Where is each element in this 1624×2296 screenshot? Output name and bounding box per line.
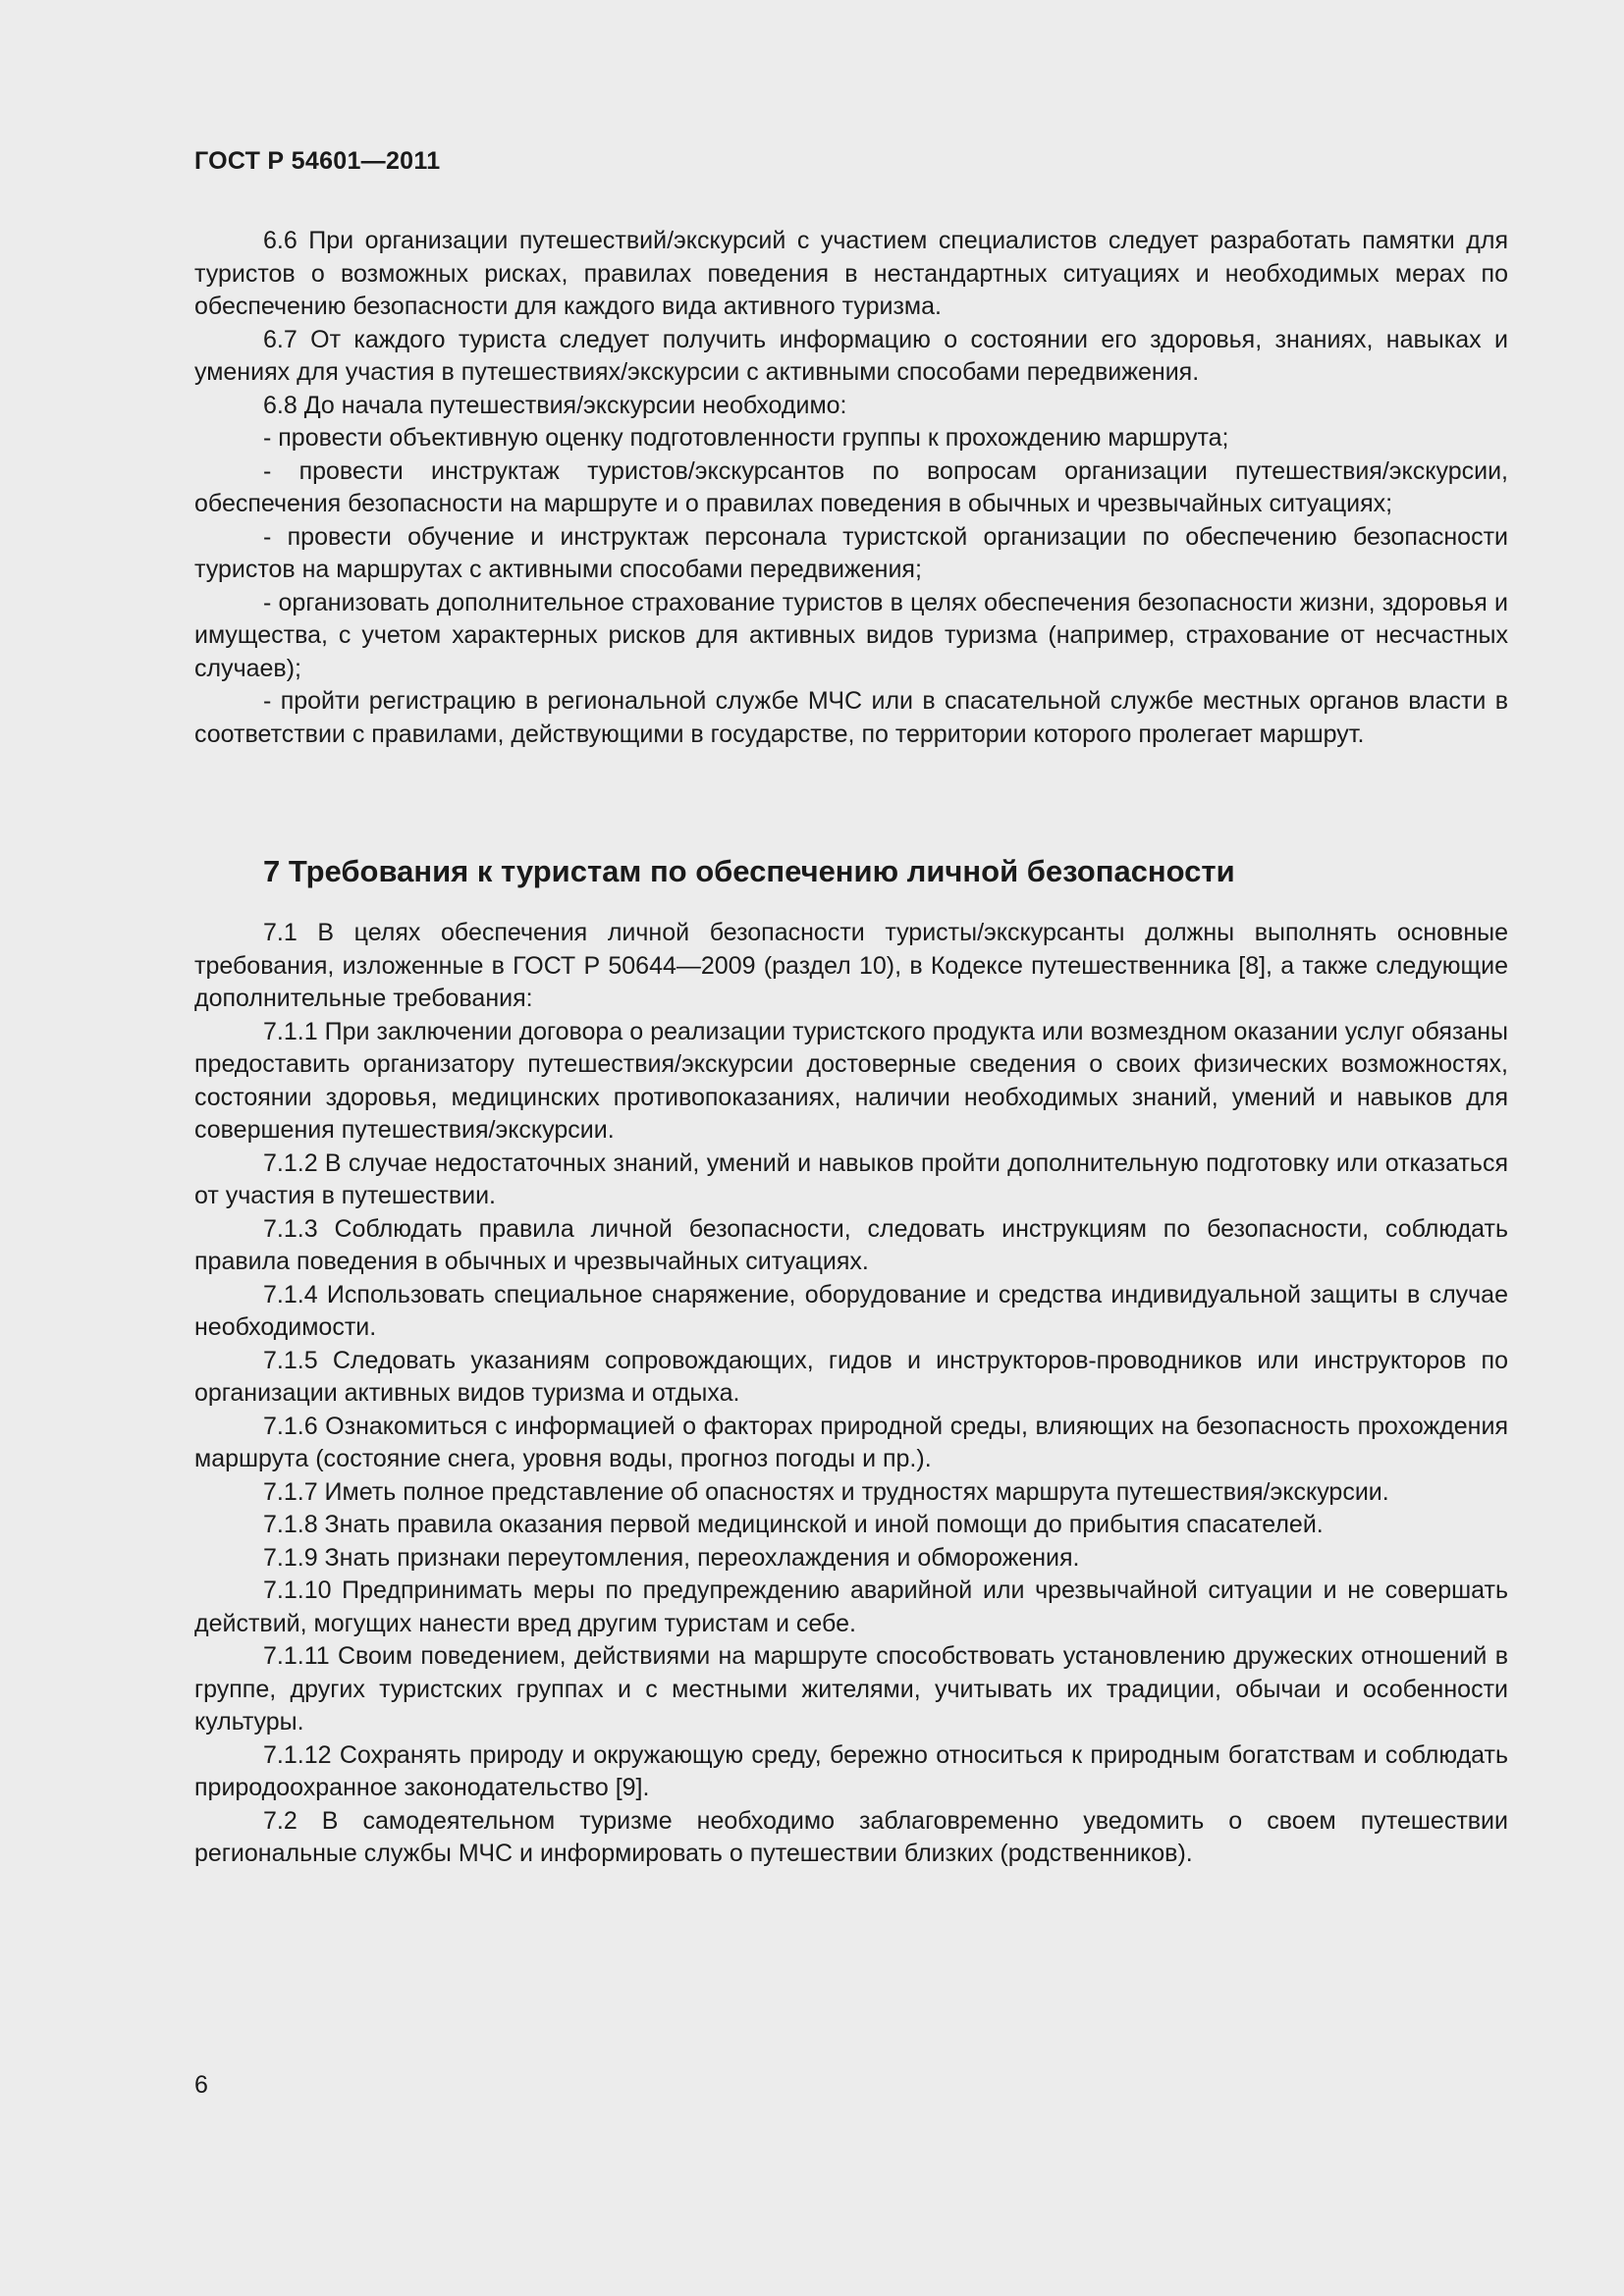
paragraph-7-1-3: 7.1.3 Соблюдать правила личной безопасности, следовать инструкциям по безопасности, соблюдать правила поведения в обычных и чрезвычайных ситуациях.	[194, 1214, 1508, 1275]
paragraph-7-1-4: 7.1.4 Использовать специальное снаряжение, оборудование и средства индивидуальной защиты в случае необходимости.	[194, 1280, 1508, 1341]
section-7-title: 7 Требования к туристам по обеспечению личной безопасности	[263, 854, 1235, 888]
document-header: ГОСТ Р 54601—2011	[194, 147, 441, 175]
paragraph-7-1-6: 7.1.6 Ознакомиться с информацией о факторах природной среды, влияющих на безопасность прохождения маршрута (состояние снега, уровня воды, прогноз погоды и пр.).	[194, 1412, 1508, 1472]
list-item-insurance: - организовать дополнительное страхование туристов в целях обеспечения безопасности жизни, здоровья и имущества, с учетом характерных рисков для активных видов туризма (например, страхование от несчастных случаев);	[194, 588, 1508, 682]
list-item-registration: - пройти регистрацию в региональной службе МЧС или в спасательной службе местных органов власти в соответствии с правилами, действующими в государстве, по территории которого пролегает маршрут.	[194, 687, 1508, 748]
paragraph-6-6: 6.6 При организации путешествий/экскурсий с участием специалистов следует разработать памятки для туристов о возможных рисках, правилах поведения в нестандартных ситуациях и необходимых мерах по обеспечению безопасности для каждого вида активного туризма.	[194, 227, 1508, 320]
section-7-body	[194, 917, 1508, 1871]
paragraph-7-1-12: 7.1.12 Сохранять природу и окружающую среду, бережно относиться к природным богатствам и соблюдать природоохранное законодательство [9].	[194, 1740, 1508, 1801]
paragraph-7-1-7: 7.1.7 Иметь полное представление об опасностях и трудностях маршрута путешествия/экскурсии.	[263, 1477, 1389, 1506]
paragraph-7-1-8: 7.1.8 Знать правила оказания первой медицинской и иной помощи до прибытия спасателей.	[263, 1511, 1324, 1538]
list-item-staff-training: - провести обучение и инструктаж персонала туристской организации по обеспечению безопасности туристов на маршрутах с активными способами передвижения;	[194, 522, 1508, 583]
paragraph-7-1-10: 7.1.10 Предпринимать меры по предупреждению аварийной или чрезвычайной ситуации и не совершать действий, могущих нанести вред другим туристам и себе.	[194, 1576, 1508, 1637]
paragraph-6-7: 6.7 От каждого туриста следует получить информацию о состоянии его здоровья, знаниях, навыках и умениях для участия в путешествиях/экскурсии с активными способами передвижения.	[194, 325, 1508, 386]
paragraph-7-1-2: 7.1.2 В случае недостаточных знаний, умений и навыков пройти дополнительную подготовку или отказаться от участия в путешествии.	[194, 1148, 1508, 1209]
paragraph-7-1-9: 7.1.9 Знать признаки переутомления, переохлаждения и обморожения.	[263, 1543, 1080, 1572]
paragraph-7-1-11: 7.1.11 Своим поведением, действиями на маршруте способствовать установлению дружеских отношений в группе, других туристских группах и с местными жителями, учитывать их традиции, обычаи и особенности культуры.	[194, 1642, 1508, 1735]
paragraph-7-2: 7.2 В самодеятельном туризме необходимо заблаговременно уведомить о своем путешествии региональные службы МЧС и информировать о путешествии близких (родственников).	[194, 1806, 1508, 1867]
section-6-body	[194, 225, 1508, 751]
paragraph-7-1: 7.1 В целях обеспечения личной безопасности туристы/экскурсанты должны выполнять основные требования, изложенные в ГОСТ Р 50644—2009 (раздел 10), в Кодексе путешественника [8], а также следующие дополнительные требования:	[194, 919, 1508, 1012]
paragraph-7-1-1: 7.1.1 При заключении договора о реализации туристского продукта или возмездном оказании услуг обязаны предоставить организатору путешествия/экскурсии достоверные сведения о своих физических возможностях, состоянии здоровья, медицинских противопоказаниях, наличии необходимых знаний, умений и навыков для совершения путешествия/экскурсии.	[194, 1017, 1508, 1144]
list-item-assessment: - провести объективную оценку подготовленности группы к прохождению маршрута;	[263, 424, 1229, 452]
page-number: 6	[194, 2071, 208, 2099]
list-item-briefing: - провести инструктаж туристов/экскурсантов по вопросам организации путешествия/экскурсии, обеспечения безопасности на маршруте и о правилах поведения в обычных и чрезвычайных ситуациях;	[194, 456, 1508, 517]
paragraph-6-8: 6.8 До начала путешествия/экскурсии необходимо:	[263, 391, 847, 419]
paragraph-7-1-5: 7.1.5 Следовать указаниям сопровождающих, гидов и инструкторов-проводников или инструкторов по организации активных видов туризма и отдыха.	[194, 1346, 1508, 1407]
